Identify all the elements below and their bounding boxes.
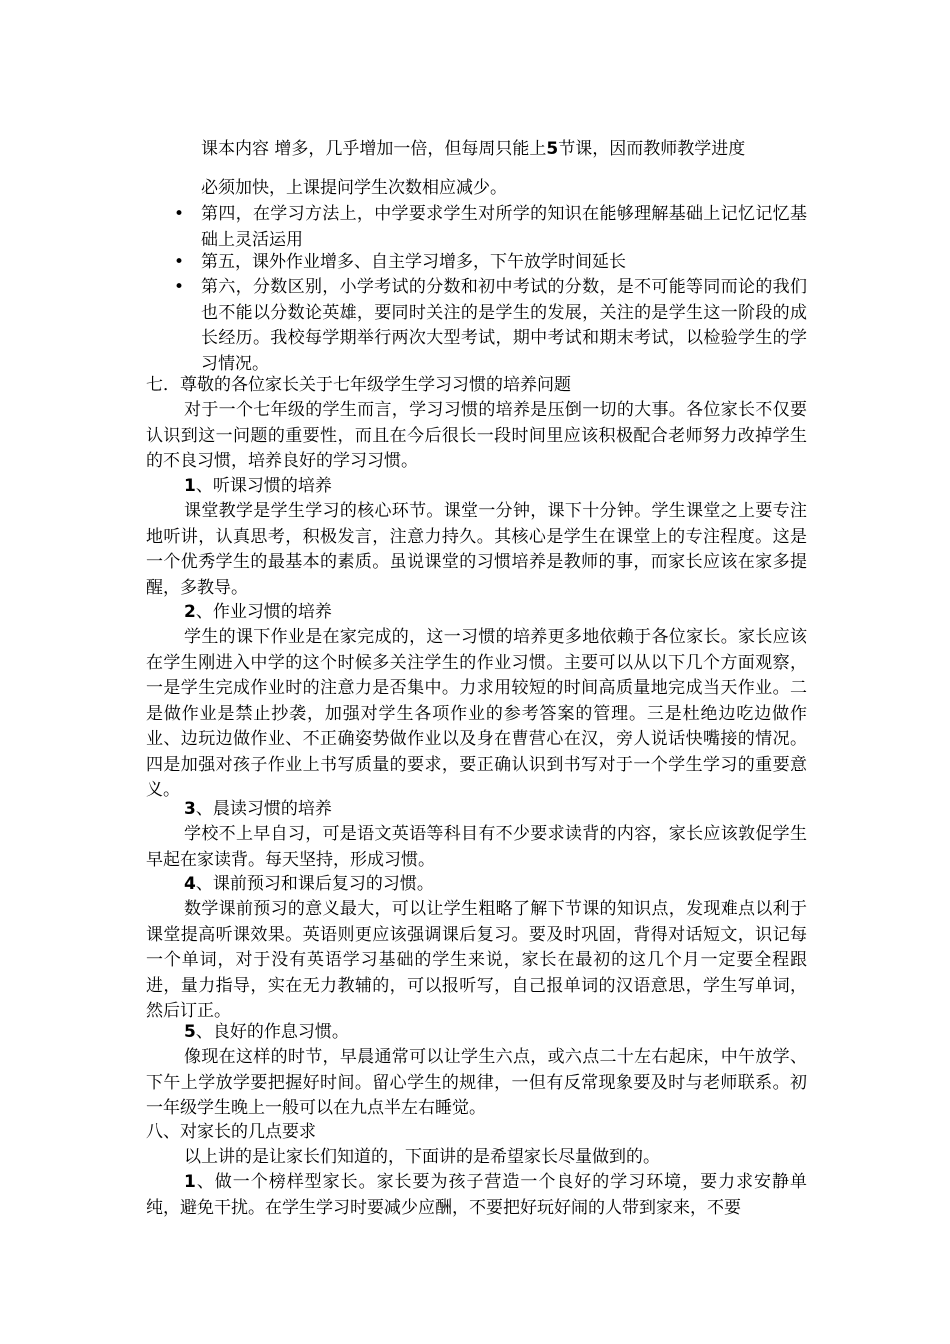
continuation-number: 5 xyxy=(546,139,559,159)
item-5-heading xyxy=(184,1020,807,1046)
bullet-text: 第四，在学习方法上，中学要求学生对所学的知识在能够理解基础上记忆记忆基础上灵活运用 xyxy=(201,204,807,250)
item-number: 5 xyxy=(184,1022,196,1042)
item-body: 、做一个榜样型家长。家长要为孩子营造一个良好的学习环境，要力求安静单纯，避免干扰。在学生学习时要减少应酬，不要把好玩好闹的人带到家来，不要 xyxy=(146,1172,807,1218)
bullet-text: 第六，分数区别，小学考试的分数和初中考试的分数，是不可能等同而论的我们也不能以分数论英雄，要同时关注的是学生的发展，关注的是学生这一阶段的成长经历。我校每学期举行两次大型考试，期中考试和期末考试，以检验学生的学习情况。 xyxy=(201,277,807,374)
item-5-body: 像现在这样的时节，早晨通常可以让学生六点，或六点二十左右起床，中午放学、下午上学放学要把握好时间。留心学生的规律，一但有反常现象要及时与老师联系。初一年级学生晚上一般可以在九点半左右睡觉。 xyxy=(146,1047,807,1118)
item-4-heading xyxy=(184,872,807,898)
bullet-text: 第五，课外作业增多、自主学习增多，下午放学时间延长 xyxy=(201,252,626,272)
item-number: 2 xyxy=(184,602,196,622)
item-4-body: 数学课前预习的意义最大，可以让学生粗略了解下节课的知识点，发现难点以利于课堂提高听课效果。英语则更应该强调课后复习。要及时巩固，背得对话短文，识记每一个单词，对于没有英语学习基础的学生来说，家长在最初的这几个月一定要全程跟进，量力指导，实在无力教辅的，可以报听写，自己报单词的汉语意思，学生写单词，然后订正。 xyxy=(146,899,807,1021)
continuation-line-2: 必须加快，上课提问学生次数相应减少。 xyxy=(201,178,507,198)
item-title: 、良好的作息习惯。 xyxy=(195,1022,349,1042)
section-8-intro: 以上讲的是让家长们知道的，下面讲的是希望家长尽量做到的。 xyxy=(184,1147,660,1167)
item-number: 1 xyxy=(184,1172,196,1192)
item-2-body: 学生的课下作业是在家完成的，这一习惯的培养更多地依赖于各位家长。家长应该在学生刚进入中学的这个时候多关注学生的作业习惯。主要可以从以下几个方面观察，一是学生完成作业时的注意力是否集中。力求用较短的时间高质量地完成当天作业。二是做作业是禁止抄袭，加强对学生各项作业的参考答案的管理。三是杜绝边吃边做作业、边玩边做作业、不正确姿势做作业以及身在曹营心在汉，旁人说话快嘴接的情况。四是加强对孩子作业上书写质量的要求，要正确认识到书写对于一个学生学习的重要意义。 xyxy=(146,627,807,800)
bullet-dot-icon: • xyxy=(174,252,185,272)
continuation-text-a: 课本内容 增多，几乎增加一倍，但每周只能上 xyxy=(201,139,547,159)
bullet-dot-icon: • xyxy=(174,204,185,224)
section-7-heading: 七．尊敬的各位家长关于七年级学生学习习惯的培养问题 xyxy=(146,375,571,395)
item-3-body: 学校不上早自习，可是语文英语等科目有不少要求读背的内容，家长应该敦促学生早起在家读背。每天坚持，形成习惯。 xyxy=(146,824,807,870)
item-1-body: 课堂教学是学生学习的核心环节。课堂一分钟，课下十分钟。学生课堂之上要专注地听讲，认真思考，积极发言，注意力持久。其核心是学生在课堂上的专注程度。这是一个优秀学生的最基本的素质。虽说课堂的习惯培养是教师的事，而家长应该在家多提醒，多教导。 xyxy=(146,501,807,598)
section-8-item-1 xyxy=(146,1170,807,1221)
item-title: 、作业习惯的培养 xyxy=(195,602,332,622)
item-title: 、晨读习惯的培养 xyxy=(195,799,332,819)
item-1-heading xyxy=(184,474,807,500)
item-number: 4 xyxy=(184,874,196,894)
section-8-heading: 八、对家长的几点要求 xyxy=(146,1122,316,1142)
item-2-heading xyxy=(184,600,807,626)
section-7-intro: 对于一个七年级的学生而言，学习习惯的培养是压倒一切的大事。各位家长不仅要认识到这一问题的重要性，而且在今后很长一段时间里应该积极配合老师努力改掉学生的不良习惯，培养良好的学习习惯。 xyxy=(146,400,807,471)
bullet-item-6 xyxy=(174,275,807,377)
continuation-text-b: 节课，因而教师教学进度 xyxy=(558,139,746,159)
item-3-heading xyxy=(184,797,807,823)
bullet-dot-icon: • xyxy=(174,277,185,297)
continuation-line-1 xyxy=(201,137,807,163)
item-title: 、课前预习和课后复习的习惯。 xyxy=(195,874,434,894)
item-number: 1 xyxy=(184,476,196,496)
bullet-item-4 xyxy=(174,202,807,253)
item-title: 、听课习惯的培养 xyxy=(195,476,332,496)
bullet-item-5 xyxy=(174,250,807,276)
item-number: 3 xyxy=(184,799,196,819)
